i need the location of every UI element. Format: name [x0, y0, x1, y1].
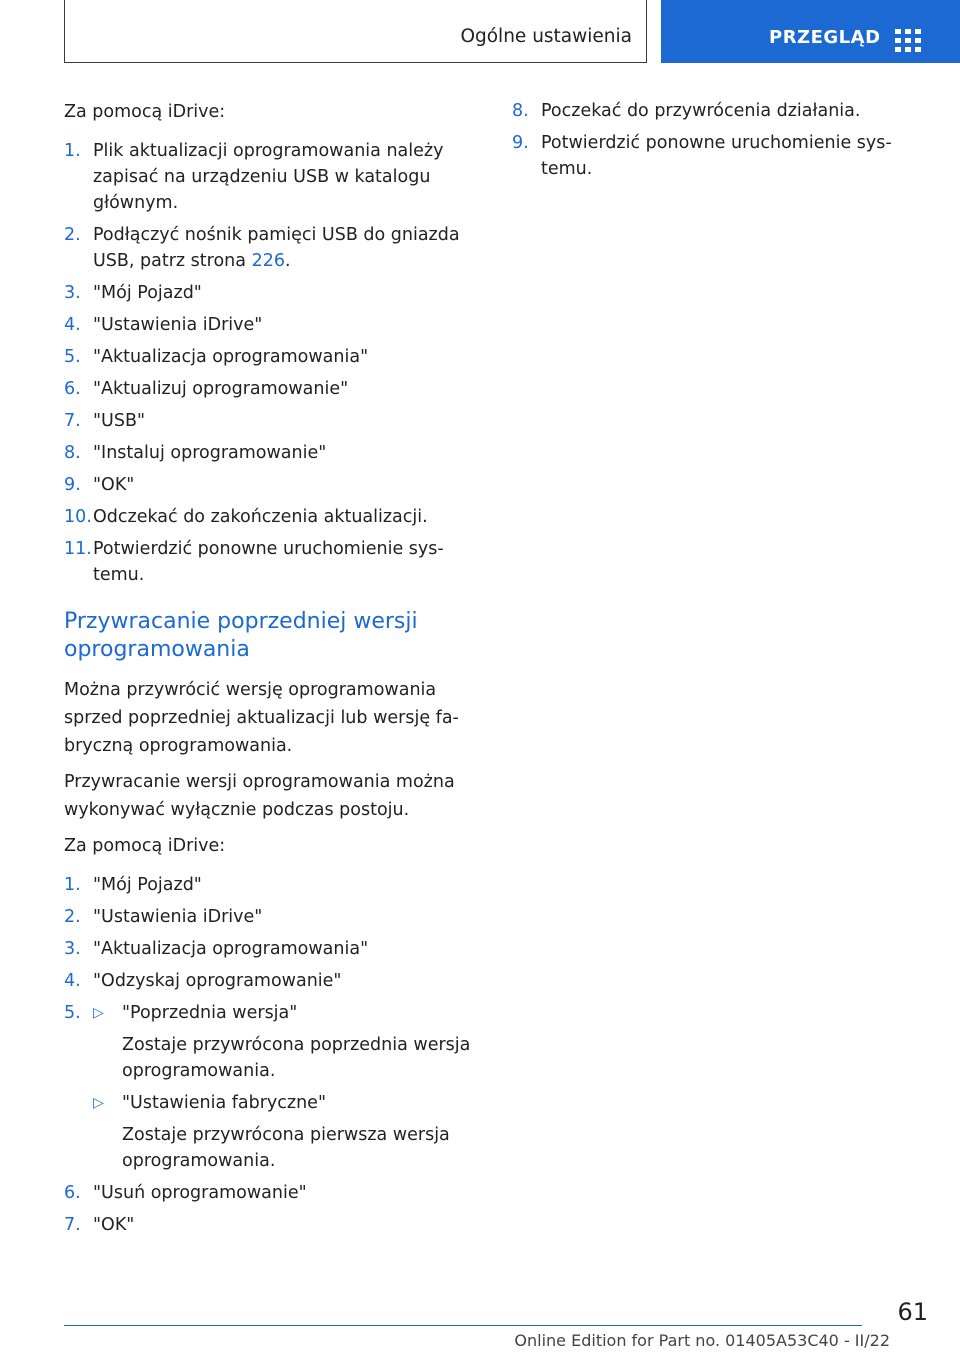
list-item	[64, 408, 480, 434]
step-number: 4.	[64, 315, 81, 335]
option-list	[93, 1000, 480, 1174]
step-text: Potwierdzić ponowne uruchomienie sys- temu.	[93, 539, 444, 585]
list-item	[64, 504, 480, 530]
list-item	[64, 312, 480, 338]
option-item	[93, 1090, 480, 1174]
step-text: "Ustawienia iDrive"	[93, 907, 263, 927]
section-heading: Przywracanie poprzedniej wersji oprogramowania	[64, 609, 418, 662]
step-number: 6.	[64, 1183, 81, 1203]
intro-text: Za pomocą iDrive:	[64, 102, 226, 122]
footer-edition-text: Online Edition for Part no. 01405A53C40 - II/22	[514, 1331, 890, 1350]
step-number: 5.	[64, 1003, 81, 1023]
step-text: "Aktualizacja oprogramowania"	[93, 347, 369, 367]
step-text: Odczekać do zakończenia aktualizacji.	[93, 507, 428, 527]
step-number: 10.	[64, 507, 92, 527]
list-item	[512, 98, 907, 124]
option-label: "Ustawienia fabryczne"	[122, 1093, 327, 1113]
list-item	[64, 872, 480, 898]
body-paragraph: Można przywrócić wersję oprogramowania sprzed poprzedniej aktualizacji lub wersję fa- bryczną oprogramowania.	[64, 680, 459, 756]
section-title: Ogólne ustawienia	[460, 26, 632, 47]
step-number: 7.	[64, 411, 81, 431]
overview-tab[interactable]	[661, 0, 960, 63]
option-description: Zostaje przywrócona pierwsza wersja oprogramowania.	[122, 1125, 450, 1171]
triangle-icon: ▷	[93, 1005, 104, 1021]
step-number: 3.	[64, 283, 81, 303]
step-number: 1.	[64, 141, 81, 161]
step-text: "Aktualizuj oprogramowanie"	[93, 379, 349, 399]
restore-steps-list	[64, 872, 480, 1238]
list-item	[64, 376, 480, 402]
header-section-box	[64, 0, 647, 63]
list-item	[64, 222, 480, 274]
list-item	[64, 936, 480, 962]
option-description: Zostaje przywrócona poprzednia wersja oprogramowania.	[122, 1035, 471, 1081]
list-item	[64, 1212, 480, 1238]
list-item	[64, 440, 480, 466]
step-number: 8.	[512, 101, 529, 121]
update-steps-list	[64, 138, 480, 588]
option-item	[93, 1000, 480, 1084]
step-number: 4.	[64, 971, 81, 991]
step-text: Potwierdzić ponowne uruchomienie sys- temu.	[541, 133, 892, 179]
list-item	[64, 344, 480, 370]
step-text: "Instaluj oprogramowanie"	[93, 443, 327, 463]
step-number: 8.	[64, 443, 81, 463]
step-number: 11.	[64, 539, 92, 559]
step-text: "Aktualizacja oprogramowania"	[93, 939, 369, 959]
step-text: "USB"	[93, 411, 146, 431]
step-number: 6.	[64, 379, 81, 399]
list-item	[64, 904, 480, 930]
page-link[interactable]: 226	[251, 251, 285, 271]
option-label: "Poprzednia wersja"	[122, 1003, 298, 1023]
list-item	[64, 1180, 480, 1206]
step-number: 7.	[64, 1215, 81, 1235]
step-text: "Ustawienia iDrive"	[93, 315, 263, 335]
step-text: "Mój Pojazd"	[93, 283, 202, 303]
step-number: 2.	[64, 225, 81, 245]
step-number: 9.	[512, 133, 529, 153]
step-number: 9.	[64, 475, 81, 495]
step-number: 3.	[64, 939, 81, 959]
list-item	[64, 536, 480, 588]
step-number: 5.	[64, 347, 81, 367]
step-number: 2.	[64, 907, 81, 927]
list-item	[64, 968, 480, 994]
step-number: 1.	[64, 875, 81, 895]
overview-tab-label: PRZEGLĄD	[769, 27, 881, 48]
list-item	[64, 472, 480, 498]
step-text: Plik aktualizacji oprogramowania należy zapisać na urządzeniu USB w katalogu głównym.	[93, 141, 444, 213]
footer-divider	[64, 1325, 862, 1326]
step-text: "Usuń oprogramowanie"	[93, 1183, 307, 1203]
list-item	[512, 130, 907, 182]
page-number: 61	[897, 1298, 928, 1326]
grid-icon	[895, 29, 921, 52]
body-paragraph: Przywracanie wersji oprogramowania można wykonywać wyłącznie podczas postoju.	[64, 772, 455, 820]
list-item	[64, 138, 480, 216]
step-text-end: .	[284, 251, 291, 271]
step-text: Poczekać do przywrócenia działania.	[541, 101, 861, 121]
list-item	[64, 280, 480, 306]
step-text: "OK"	[93, 1215, 135, 1235]
step-text: "Mój Pojazd"	[93, 875, 202, 895]
step-text: Podłączyć nośnik pamięci USB do gniazda USB, patrz strona	[93, 225, 460, 271]
triangle-icon: ▷	[93, 1095, 104, 1111]
step-text: "Odzyskaj oprogramowanie"	[93, 971, 342, 991]
continued-steps-list	[512, 98, 907, 182]
step-text: "OK"	[93, 475, 135, 495]
list-item	[64, 1000, 480, 1174]
intro-text: Za pomocą iDrive:	[64, 836, 226, 856]
right-column	[512, 98, 907, 188]
left-column	[64, 98, 480, 1244]
